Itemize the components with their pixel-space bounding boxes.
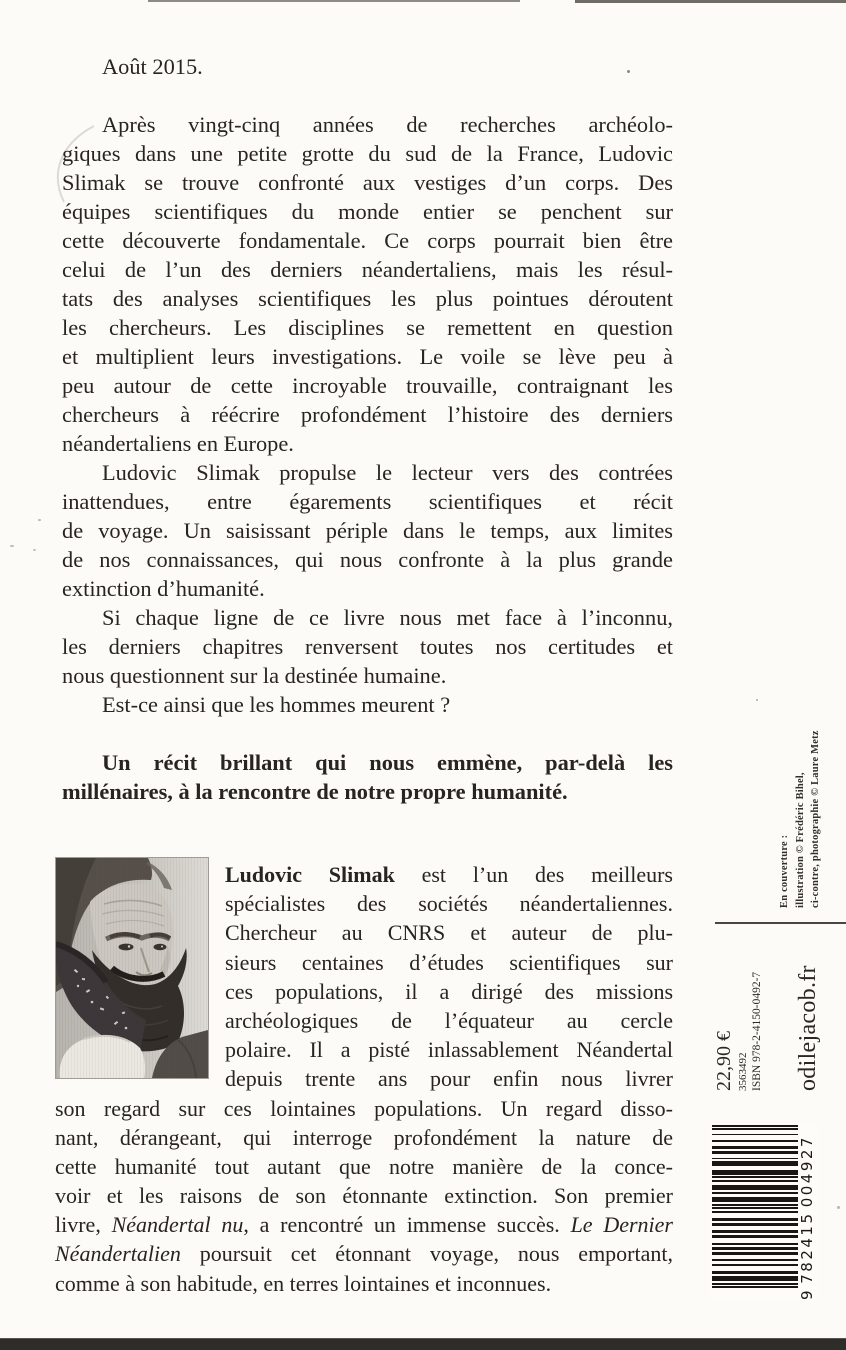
synopsis-paragraph bbox=[62, 690, 673, 719]
barcode-bar bbox=[712, 1247, 798, 1250]
text-line: Si chaque ligne de ce livre nous met face à l’inconnu, bbox=[102, 605, 673, 630]
text-line: Un récit brillant qui nous emmène, par-delà les bbox=[102, 750, 673, 775]
text-line: Ludovic Slimak est l’un des meilleurs bbox=[225, 862, 673, 887]
text-line: voir et les raisons de son étonnante extinction. Son premier bbox=[55, 1183, 673, 1209]
barcode-digit-group: 782415 bbox=[798, 1211, 816, 1284]
text-line: millénaires, à la rencontre de notre propre humanité. bbox=[62, 779, 568, 804]
text-line: extinction d’humanité. bbox=[62, 576, 265, 601]
barcode-bar bbox=[712, 1151, 798, 1154]
barcode-bar bbox=[712, 1243, 798, 1245]
text-line: Après vingt-cinq années de recherches archéolo- bbox=[102, 112, 673, 137]
barcode-bar bbox=[712, 1158, 798, 1160]
barcode-digit-group: 004927 bbox=[798, 1135, 816, 1208]
barcode-bar bbox=[712, 1128, 798, 1130]
text-line: giques dans une petite grotte du sud de la France, Ludovic bbox=[62, 141, 673, 166]
barcode-bar bbox=[712, 1125, 798, 1127]
text-line: cette humanité tout autant que notre manière de la conce- bbox=[55, 1153, 673, 1179]
text-line: archéologiques de l’équateur au cercle bbox=[225, 1007, 673, 1033]
text-line: Néandertalien poursuit cet étonnant voyage, nous emportant, bbox=[55, 1241, 673, 1267]
barcode-bar bbox=[712, 1211, 798, 1213]
credit-line: ci-contre, photographie © Laure Metz bbox=[810, 730, 821, 908]
barcode-bar bbox=[712, 1207, 798, 1209]
author-bio-section bbox=[55, 857, 673, 1298]
text-line: depuis trente ans pour enfin nous livrer bbox=[225, 1066, 673, 1092]
synopsis-paragraph bbox=[62, 110, 673, 458]
barcode-bar bbox=[712, 1161, 798, 1166]
scan-speck bbox=[837, 1206, 840, 1209]
text-line: nant, dérangeant, qui interroge profondément la nature de bbox=[55, 1124, 673, 1150]
synopsis-paragraph bbox=[62, 458, 673, 603]
text-line: sieurs centaines d’études scientifiques sur bbox=[225, 949, 673, 975]
barcode-digit-group: 9 bbox=[798, 1287, 816, 1300]
synopsis-paragraphs bbox=[62, 110, 673, 806]
barcode-bars bbox=[712, 1125, 798, 1288]
text-line: les chercheurs. Les disciplines se remettent en question bbox=[62, 315, 673, 340]
text-line: nous questionnent sur la destinée humaine. bbox=[62, 663, 447, 688]
text-line: peu autour de cette incroyable trouvaille, contraignant les bbox=[62, 373, 673, 398]
text-line: Ludovic Slimak propulse le lecteur vers des contrées bbox=[102, 460, 673, 485]
text-line: les derniers chapitres renversent toutes nos certitudes et bbox=[62, 634, 673, 659]
text-line: chercheurs à réécrire profondément l’histoire des derniers bbox=[62, 402, 673, 427]
isbn-label: ISBN 978-2-4150-0492-7 bbox=[751, 971, 763, 1091]
pricing-block bbox=[712, 961, 822, 1091]
credit-line: illustration © Frédéric Bihel, bbox=[794, 772, 806, 908]
text-line: ces populations, il a dirigé des missions bbox=[225, 978, 673, 1004]
scan-speck bbox=[10, 545, 14, 547]
scan-edge-top bbox=[148, 0, 520, 2]
barcode-bar bbox=[712, 1170, 798, 1175]
barcode-bar bbox=[712, 1283, 798, 1285]
barcode-bar bbox=[712, 1192, 798, 1194]
barcode-bar bbox=[712, 1252, 798, 1255]
barcode-bar bbox=[712, 1259, 798, 1261]
barcode-bar bbox=[712, 1218, 798, 1221]
scan-speck bbox=[756, 699, 758, 701]
scan-edge-bottom bbox=[0, 1338, 846, 1350]
publisher-website-label: odilejacob.fr bbox=[795, 965, 821, 1091]
author-photo bbox=[56, 858, 208, 1078]
barcode-bar bbox=[712, 1197, 798, 1202]
barcode-bar bbox=[712, 1180, 798, 1182]
barcode-number bbox=[798, 1135, 816, 1300]
text-line: tats des analyses scientifiques les plus pointues déroutent bbox=[62, 286, 673, 311]
barcode-bar bbox=[712, 1134, 798, 1136]
text-line: cette découverte fondamentale. Ce corps pourrait bien être bbox=[62, 228, 673, 253]
product-code: 3563492 bbox=[737, 1052, 749, 1091]
barcode-bar bbox=[712, 1235, 798, 1238]
text-line: son regard sur ces lointaines populations. Un regard disso- bbox=[55, 1095, 673, 1121]
text-line: de nos connaissances, qui nous confronte à la plus grande bbox=[62, 547, 673, 572]
scan-speck bbox=[33, 549, 36, 551]
date-line: Août 2015. bbox=[102, 54, 203, 79]
barcode-bar bbox=[712, 1177, 798, 1179]
barcode-bar bbox=[712, 1286, 798, 1288]
scan-edge-top bbox=[575, 0, 846, 3]
text-line: équipes scientifiques du monde entier se penchent sur bbox=[62, 199, 673, 224]
barcode-bar bbox=[712, 1223, 798, 1226]
price-label: 22,90 € bbox=[713, 1031, 735, 1091]
sidebar-divider bbox=[715, 922, 846, 924]
text-line: livre, Néandertal nu, a rencontré un immense succès. Le Dernier bbox=[55, 1212, 673, 1238]
text-line: Slimak se trouve confronté aux vestiges d’un corps. Des bbox=[62, 170, 673, 195]
cover-credits bbox=[777, 706, 824, 908]
barcode-bar bbox=[712, 1140, 798, 1142]
text-line: Est-ce ainsi que les hommes meurent ? bbox=[102, 692, 451, 717]
synopsis-paragraph bbox=[62, 603, 673, 690]
scan-speck bbox=[38, 519, 41, 521]
ean13-barcode bbox=[710, 1123, 818, 1300]
text-line: comme à son habitude, en terres lointaines et inconnues. bbox=[55, 1270, 552, 1296]
barcode-bar bbox=[712, 1204, 798, 1206]
text-line: polaire. Il a pisté inlassablement Néandertal bbox=[225, 1037, 673, 1063]
text-line: spécialistes des sociétés néandertaliennes. bbox=[225, 891, 673, 917]
author-portrait-illustration bbox=[56, 858, 208, 1078]
barcode-bar bbox=[712, 1185, 798, 1190]
credit-line: En couverture : bbox=[779, 834, 790, 908]
text-line: de voyage. Un saisissant périple dans le temps, aux limites bbox=[62, 518, 673, 543]
barcode-bar bbox=[712, 1271, 798, 1274]
barcode-bar bbox=[712, 1146, 798, 1149]
barcode-bar bbox=[712, 1230, 798, 1233]
barcode-bar bbox=[712, 1264, 798, 1266]
synopsis-paragraph bbox=[62, 748, 673, 806]
text-line: et multiplient leurs investigations. Le voile se lève peu à bbox=[62, 344, 673, 369]
barcode-bar bbox=[712, 1276, 798, 1281]
text-line: Chercheur au CNRS et auteur de plu- bbox=[225, 920, 673, 946]
text-line: néandertaliens en Europe. bbox=[62, 431, 294, 456]
text-line: inattendues, entre égarements scientifiques et récit bbox=[62, 489, 673, 514]
text-line: celui de l’un des derniers néandertaliens, mais les résul- bbox=[62, 257, 673, 282]
synopsis-block bbox=[62, 52, 673, 806]
